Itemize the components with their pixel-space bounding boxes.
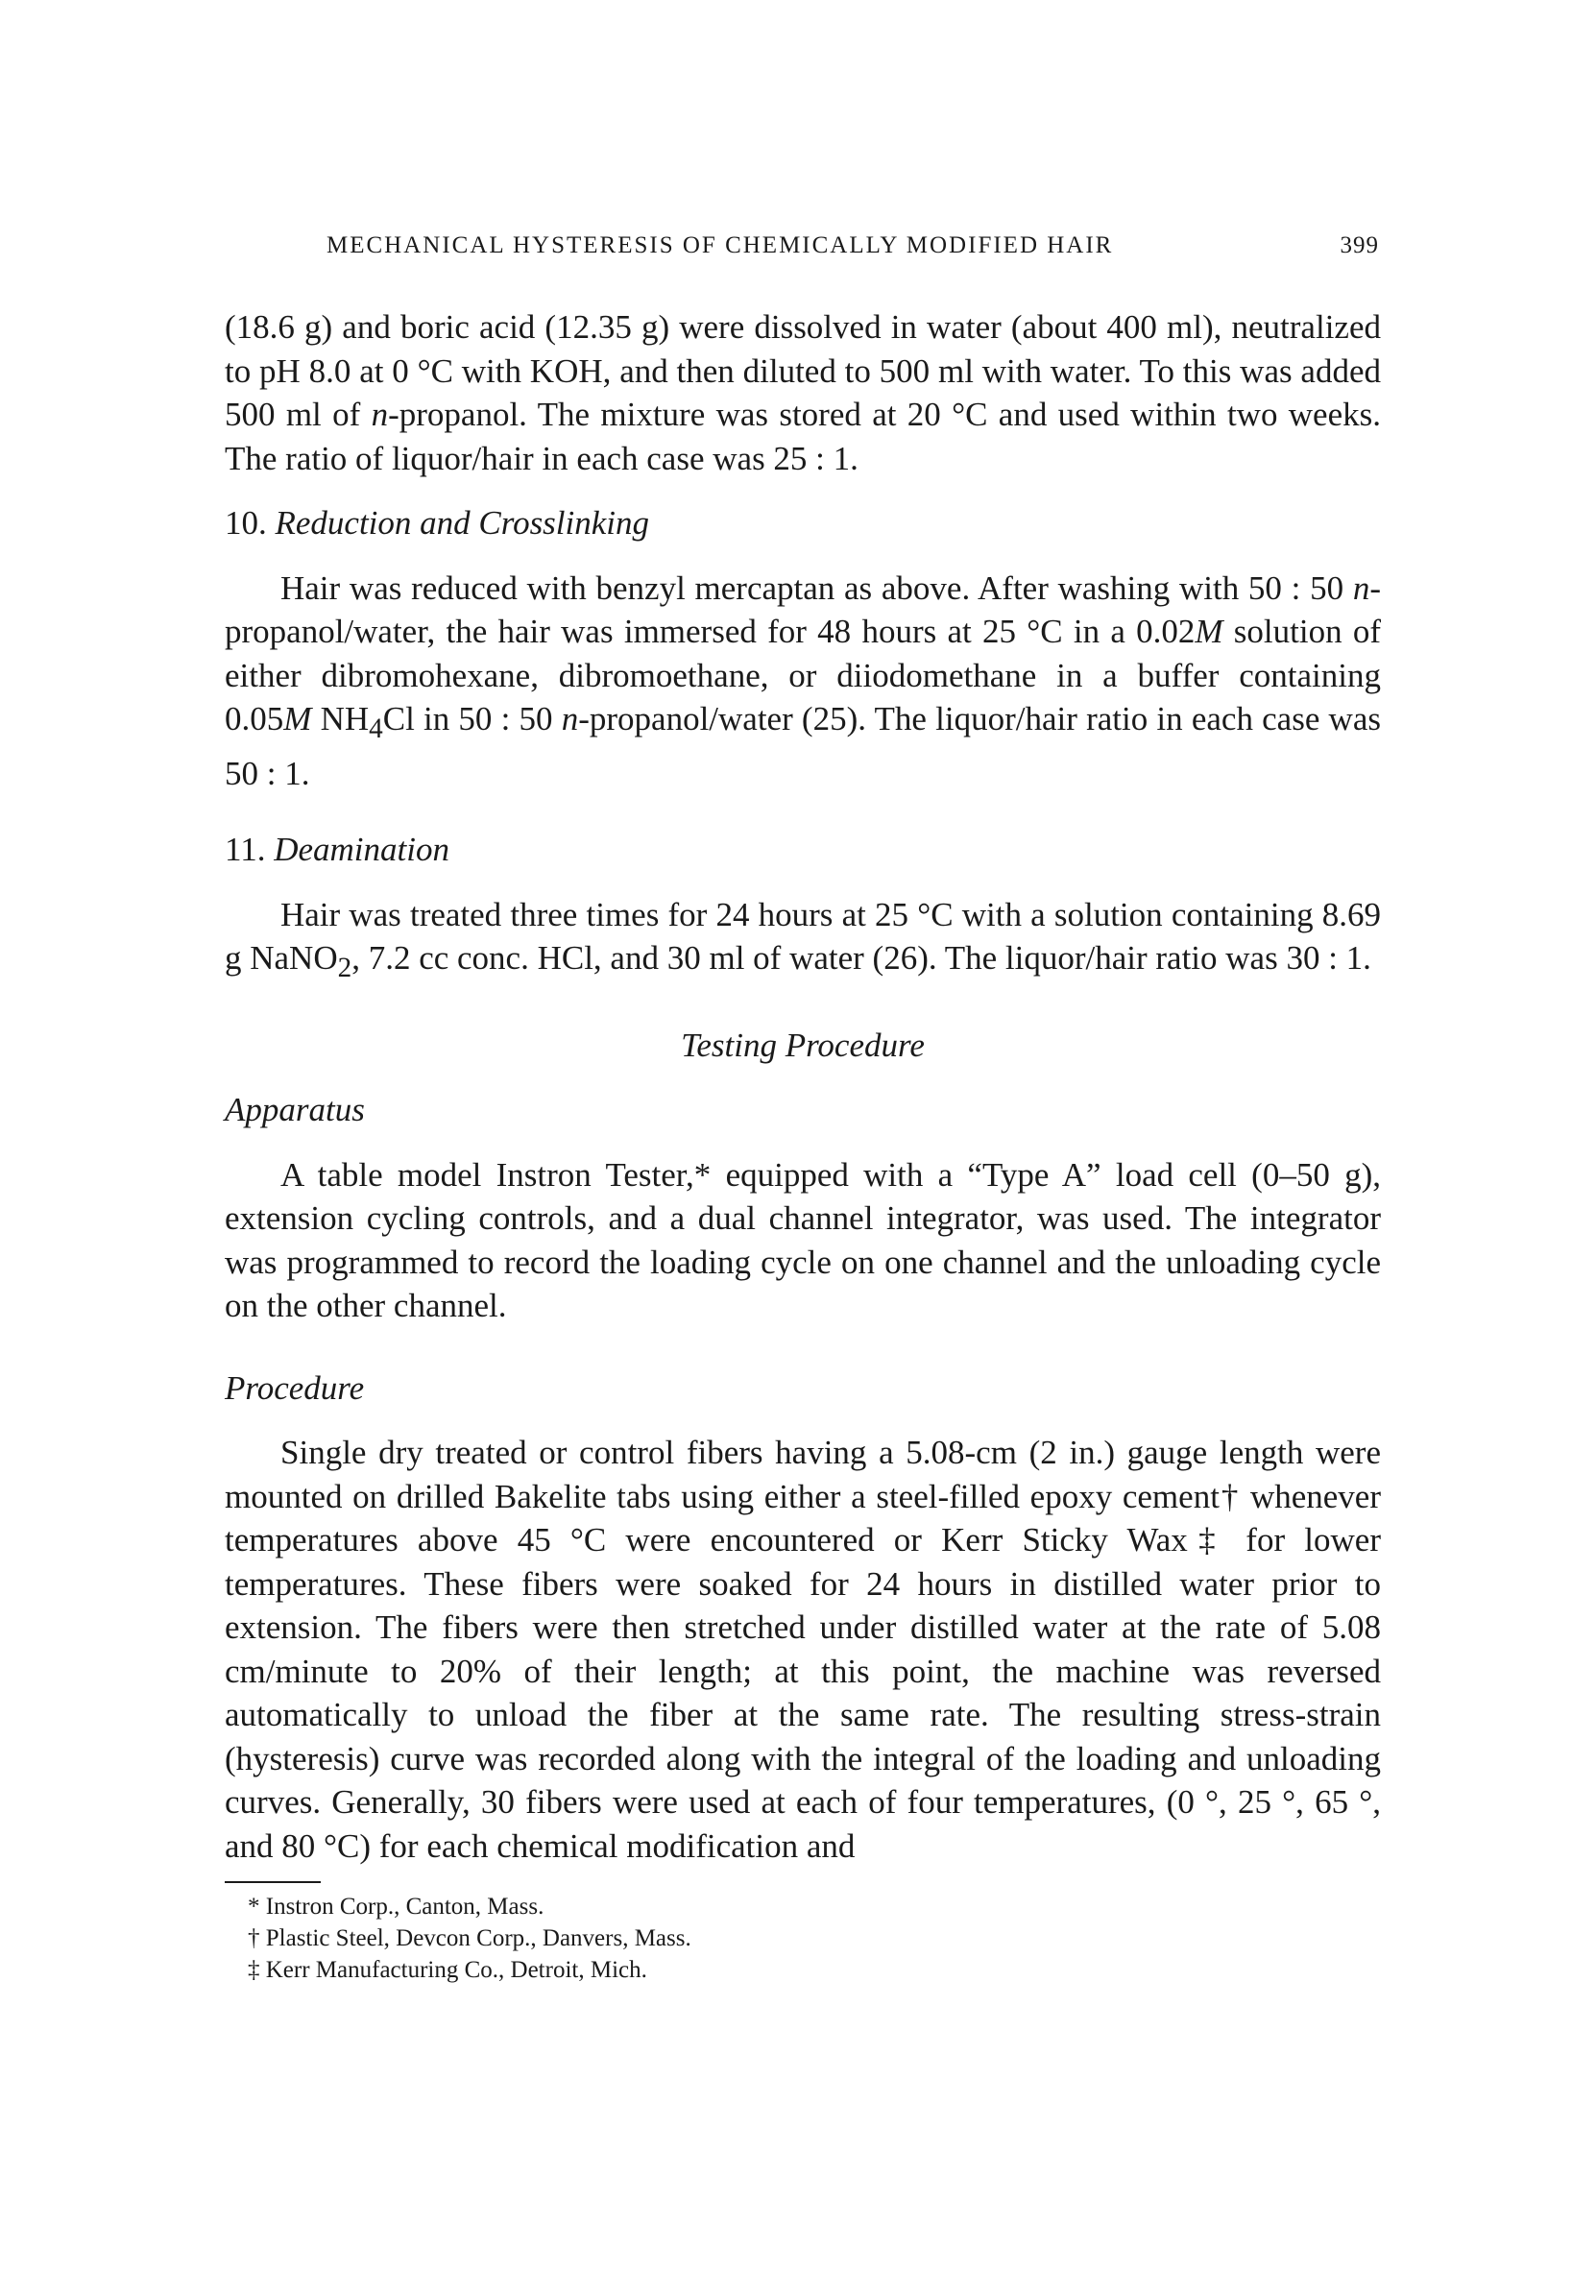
section-10-title: Reduction and Crosslinking bbox=[275, 504, 650, 542]
apparatus-paragraph: A table model Instron Tester,* equipped with a “Type A” load cell (0–50 g), extension cycling controls, and a dual channel integrator, was used. The integrator was programmed to record the loading cycle on one channel and the unloading cycle on the other channel. bbox=[225, 1155, 1381, 1324]
apparatus-heading: Apparatus bbox=[225, 1091, 365, 1128]
procedure-heading: Procedure bbox=[225, 1368, 365, 1407]
running-head bbox=[0, 232, 1596, 271]
footnotes bbox=[225, 1891, 1381, 1986]
intro-paragraph: (18.6 g) and boric acid (12.35 g) were dissolved in water (about 400 ml), neutralized to pH 8.0 at 0 °C with KOH, and then diluted to 500 ml with water. To this was added 500 ml of n-propanol. The mixture was stored at 20 °C and used within two weeks. The ratio of liquor/hair in each case was 25 : 1. bbox=[225, 308, 1381, 477]
footnote-kerr: ‡ Kerr Manufacturing Co., Detroit, Mich. bbox=[248, 1957, 647, 1983]
footnote-instron: * Instron Corp., Canton, Mass. bbox=[248, 1894, 544, 1920]
page-number: 399 bbox=[1340, 232, 1379, 258]
body-text bbox=[225, 305, 1381, 1986]
section-11-title: Deamination bbox=[274, 831, 449, 868]
section-10-paragraph: Hair was reduced with benzyl mercaptan as above. After washing with 50 : 50 n-propanol/water, the hair was immersed for 48 hours at 25 °C in a 0.02M solution of either dibromohexane, dibromoethane, or diiodomethane in a buffer containing 0.05M $NH_4Cl$ in 50 : 50 n-propanol/water (25). The liquor/hair ratio in each case was 50 : 1. bbox=[225, 568, 1381, 792]
procedure-paragraph: Single dry treated or control fibers having a 5.08-cm (2 in.) gauge length were mounted on drilled Bakelite tabs using either a steel-filled epoxy cement† whenever temperatures above 45 °C were encountered or Kerr Sticky Wax‡ for lower temperatures. These fibers were soaked for 24 hours in distilled water prior to extension. The fibers were then stretched under distilled water at the rate of 5.08 cm/minute to 20% of their length; at this point, the machine was reversed automatically to unload the fiber at the same rate. The resulting stress-strain (hysteresis) curve was recorded along with the integral of the loading and unloading curves. Generally, 30 fibers were used at each of four temperatures, (0 °, 25 °, 65 °, and 80 °C) for each chemical modification and bbox=[225, 1434, 1381, 1865]
section-11-heading bbox=[225, 828, 1381, 872]
testing-procedure-heading: Testing Procedure bbox=[681, 1026, 925, 1064]
section-10-number: 10. bbox=[225, 504, 267, 542]
running-title: MECHANICAL HYSTERESIS OF CHEMICALLY MODIFIED HAIR bbox=[326, 232, 1114, 258]
footnote-plastic-steel: † Plastic Steel, Devcon Corp., Danvers, Mass. bbox=[248, 1925, 691, 1951]
section-11-number: 11. bbox=[225, 831, 266, 868]
footnote-rule bbox=[225, 1881, 321, 1883]
section-11-paragraph: Hair was treated three times for 24 hours at 25 °C with a solution containing 8.69 g NaNO$_2$, 7.2 cc conc. HCl, and 30 ml of water (26). The liquor/hair ratio was 30 : 1. bbox=[225, 895, 1381, 983]
section-10-heading bbox=[225, 501, 1381, 545]
